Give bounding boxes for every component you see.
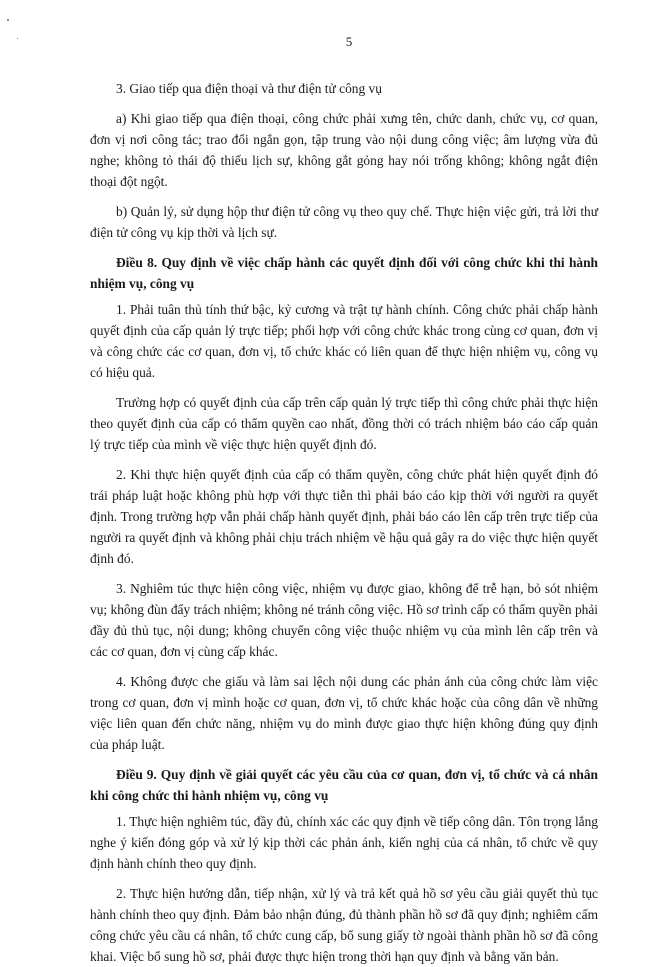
section-3-heading: 3. Giao tiếp qua điện thoại và thư điện tử công vụ	[116, 81, 382, 96]
article-9-clause-2: 2. Thực hiện hướng dẫn, tiếp nhận, xử lý và trả kết quả hồ sơ yêu cầu giải quyết thủ tục hành chính theo quy định. Đảm bảo nhận đúng, đủ thành phần hồ sơ đã quy định; nghiêm cấm công chức yêu cầu cá nhân, tổ chức cung cấp, bổ sung giấy tờ ngoài thành phần hồ sơ đã công khai. Việc bổ sung hồ sơ, phải được thực hiện trong thời hạn quy định và bằng văn bản.	[90, 886, 598, 964]
article-8-clause-3: 3. Nghiêm túc thực hiện công việc, nhiệm vụ được giao, không để trễ hạn, bỏ sót nhiệm vụ; không đùn đẩy trách nhiệm; không né tránh công việc. Hồ sơ trình cấp có thẩm quyền phải đầy đủ thủ tục, nội dung; không chuyển công việc thuộc nhiệm vụ của mình lên cấp trên và các cơ quan, đơn vị cùng cấp khác.	[90, 581, 598, 659]
scan-speck	[7, 19, 9, 21]
scan-speck	[17, 38, 18, 39]
paragraph-3a: a) Khi giao tiếp qua điện thoại, công chức phải xưng tên, chức danh, chức vụ, cơ quan, đơn vị nơi công tác; trao đổi ngắn gọn, tập trung vào nội dung công việc; âm lượng vừa đủ nghe; không tỏ thái độ thiếu lịch sự, không gắt gỏng hay nói trống không; không ngắt điện thoại đột ngột.	[90, 111, 598, 189]
article-8-clause-2: 2. Khi thực hiện quyết định của cấp có thẩm quyền, công chức phát hiện quyết định đó trái pháp luật hoặc không phù hợp với thực tiễn thì phải báo cáo kịp thời với người ra quyết định. Trong trường hợp vẫn phải chấp hành quyết định, phải báo cáo lên cấp trên trực tiếp của người ra quyết định và không phải chịu trách nhiệm về hậu quả gây ra do việc thực hiện quyết định đó.	[90, 467, 598, 566]
paragraph-3b: b) Quản lý, sử dụng hộp thư điện tử công vụ theo quy chế. Thực hiện việc gửi, trả lời thư điện tử công vụ kịp thời và lịch sự.	[90, 204, 598, 240]
article-8-clause-4: 4. Không được che giấu và làm sai lệch nội dung các phản ánh của công chức làm việc trong cơ quan, đơn vị mình hoặc cơ quan, đơn vị, tổ chức khác hoặc của công dân về những việc liên quan đến chức năng, nhiệm vụ do mình được giao thực hiện không đúng quy định của pháp luật.	[90, 674, 598, 752]
article-8-clause-1-continued: Trường hợp có quyết định của cấp trên cấp quản lý trực tiếp thì công chức phải thực hiện theo quyết định của cấp có thẩm quyền cao nhất, đồng thời có trách nhiệm báo cáo cấp quản lý trực tiếp của mình về việc thực hiện quyết định đó.	[90, 395, 598, 452]
article-8-clause-1: 1. Phải tuân thủ tính thứ bậc, kỷ cương và trật tự hành chính. Công chức phải chấp hành quyết định của cấp quản lý trực tiếp; phối hợp với công chức khác trong cùng cơ quan, đơn vị và công chức các cơ quan, đơn vị, tổ chức khác có liên quan để thực hiện nhiệm vụ, công vụ có hiệu quả.	[90, 302, 598, 380]
article-9-heading: Điều 9. Quy định về giải quyết các yêu cầu của cơ quan, đơn vị, tổ chức và cá nhân khi công chức thi hành nhiệm vụ, công vụ	[90, 767, 598, 803]
article-8-heading: Điều 8. Quy định về việc chấp hành các quyết định đối với công chức khi thi hành nhiệm vụ, công vụ	[90, 255, 598, 291]
page-number: 5	[345, 34, 353, 49]
article-9-clause-1: 1. Thực hiện nghiêm túc, đầy đủ, chính xác các quy định về tiếp công dân. Tôn trọng lắng nghe ý kiến đóng góp và xử lý kịp thời các phản ánh, kiến nghị của cá nhân, tổ chức về quy định hành chính theo quy định.	[90, 814, 598, 871]
